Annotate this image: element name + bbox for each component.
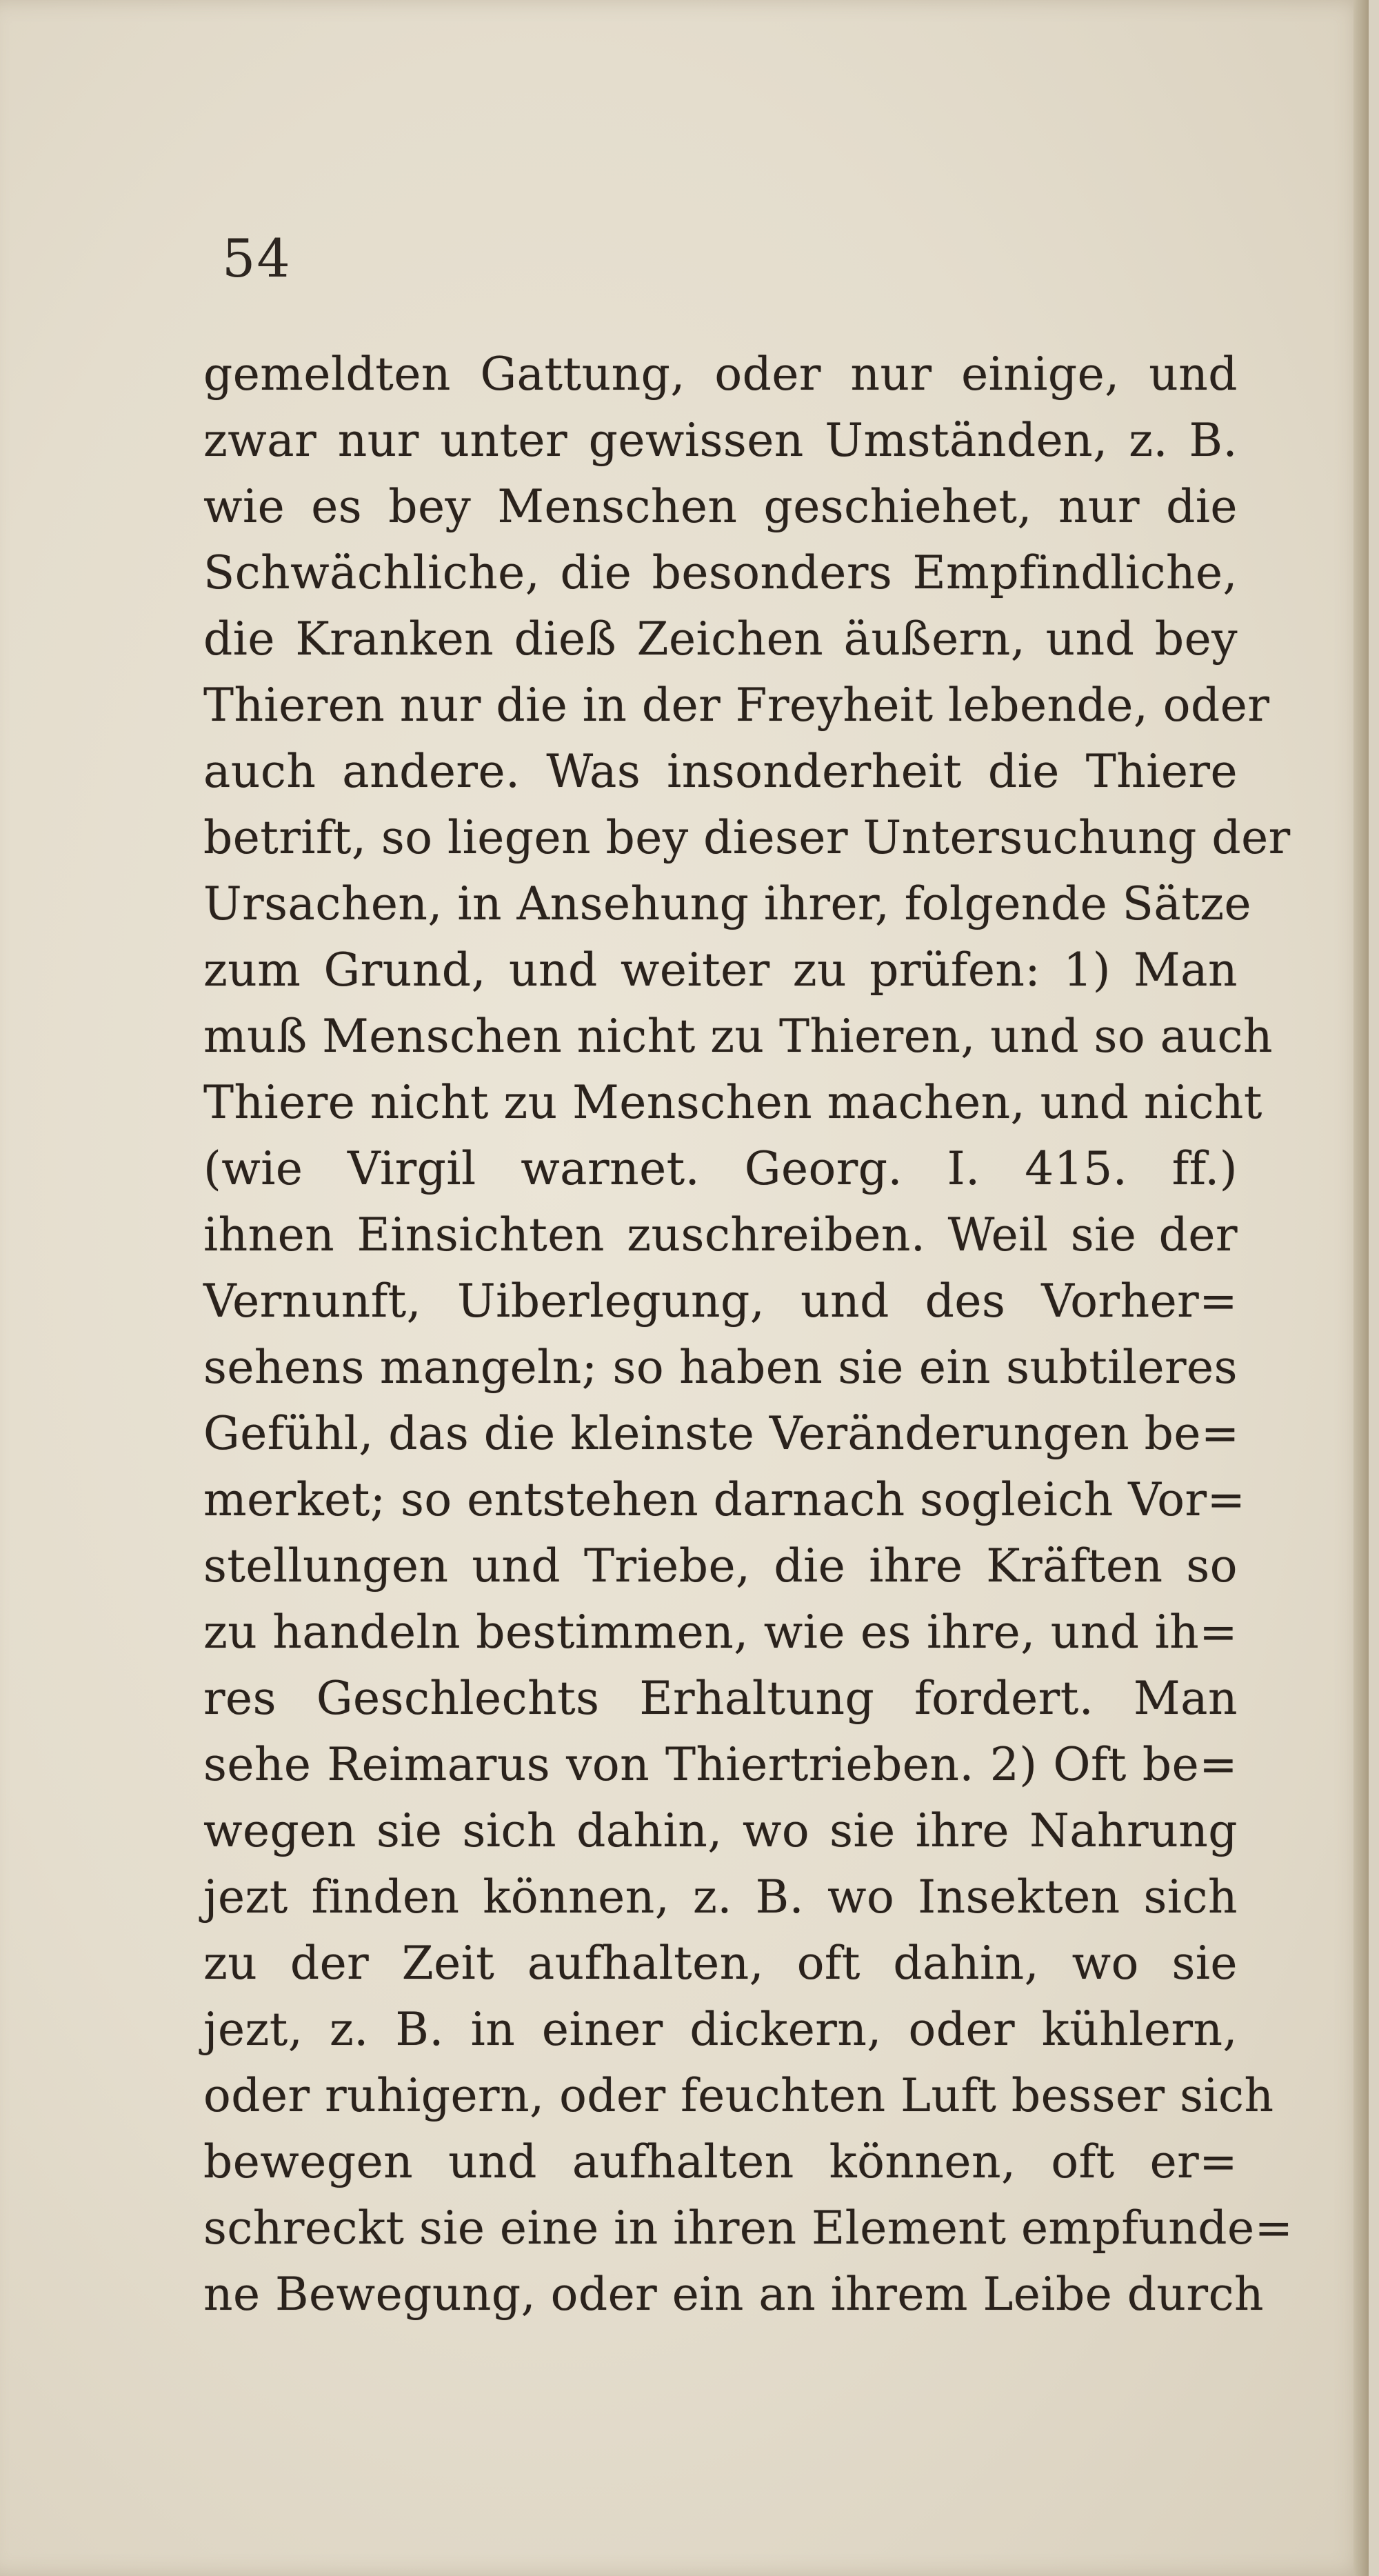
text-line: gemeldten Gattung, oder nur einige, und [203,348,1238,401]
text-line: Gefühl, das die kleinste Veränderungen be= [203,1407,1240,1460]
text-line: zu der Zeit aufhalten, oft dahin, wo sie [203,1937,1238,1990]
text-line: oder ruhigern, oder feuchten Luft besser sich [203,2069,1274,2122]
text-line: (wie Virgil warnet. Georg. I. 415. ff.) [203,1142,1238,1195]
text-line: schreckt sie eine in ihren Element empfunde= [203,2201,1294,2255]
text-line: wegen sie sich dahin, wo sie ihre Nahrung [203,1804,1238,1857]
text-line: jezt finden können, z. B. wo Insekten sich [203,1870,1238,1924]
text-line: wie es bey Menschen geschiehet, nur die [203,480,1238,533]
text-line: Ursachen, in Ansehung ihrer, folgende Sätze [203,877,1252,930]
text-line: Vernunft, Uiberlegung, und des Vorher= [203,1275,1238,1328]
text-line: zwar nur unter gewissen Umständen, z. B. [203,414,1238,467]
text-line: stellungen und Triebe, die ihre Kräften so [203,1539,1238,1592]
text-line: sehens mangeln; so haben sie ein subtileres [203,1341,1238,1394]
text-line: Thiere nicht zu Menschen machen, und nicht [203,1076,1262,1129]
text-line: merket; so entstehen darnach sogleich Vor= [203,1473,1246,1526]
text-line: auch andere. Was insonderheit die Thiere [203,745,1238,798]
text-line: zu handeln bestimmen, wie es ihre, und ih= [203,1606,1238,1659]
body-text [203,341,1294,2328]
page-number: 54 [222,228,292,289]
text-line: zum Grund, und weiter zu prüfen: 1) Man [203,943,1238,997]
text-line: die Kranken dieß Zeichen äußern, und bey [203,612,1238,666]
text-line: muß Menschen nicht zu Thieren, und so auch [203,1010,1273,1063]
text-line: jezt, z. B. in einer dickern, oder kühlern, [203,2003,1238,2056]
text-line: bewegen und aufhalten können, oft er= [203,2135,1238,2188]
page-edge [1353,0,1369,2576]
text-line: Schwächliche, die besonders Empfindliche, [203,546,1238,599]
text-line: res Geschlechts Erhaltung fordert. Man [203,1672,1238,1725]
text-line: ne Bewegung, oder ein an ihrem Leibe durch [203,2268,1265,2321]
text-line: sehe Reimarus von Thiertrieben. 2) Oft be= [203,1738,1238,1791]
text-line: ihnen Einsichten zuschreiben. Weil sie der [203,1208,1238,1261]
text-line: Thieren nur die in der Freyheit lebende, oder [203,679,1270,732]
text-line: betrift, so liegen bey dieser Untersuchung der [203,811,1291,864]
